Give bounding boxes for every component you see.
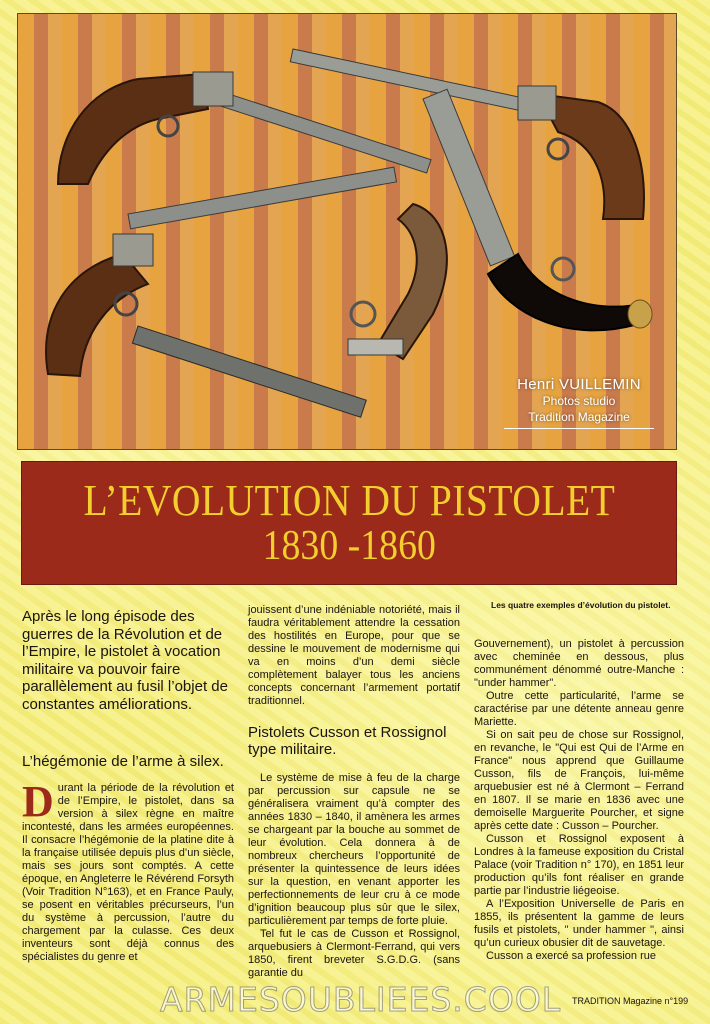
intro-paragraph: Après le long épisode des guerres de la Révolution et de l’Empire, le pistolet à vocation militaire va pouvoir faire parallèlement au fusil l’objet de constantes améliorations. xyxy=(22,608,228,713)
body-paragraph: Gouvernement), un pistolet à percussion avec cheminée en dessous, plus communément dénommé outre-Manche : "under hammer". xyxy=(474,638,684,689)
site-watermark: ARMESOUBLIEES.COOL xyxy=(160,980,562,1019)
pistols-photo xyxy=(17,13,677,450)
pistol-middle-left xyxy=(46,167,396,376)
photo-caption: Les quatre exemples d’évolution du pistolet. xyxy=(491,600,671,610)
photo-credit-magazine: Tradition Magazine xyxy=(528,410,630,424)
title-banner xyxy=(21,461,677,585)
body-paragraph: jouissent d’une indéniable notoriété, mais il faudra véritablement attendre la cessation des hostilités en Europe, pour que se dessine le mouvement de modernisme qui va en moins d’un demi siècle complètement balayer tous les anciens concepts concernant l’armement portatif traditionnel. xyxy=(248,604,460,707)
page-footer: TRADITION Magazine n°199 xyxy=(572,996,689,1006)
body-paragraph: Si on sait peu de chose sur Rossignol, en revanche, le "Qui est Qui de l’Arme en France" nous apprend que Guillaume Cusson, fils de François, lui-même arquebusier est né à Clermont – Ferrand en 1807. Il se marie en 1836 avec une demoiselle Marguerite Pourcher, et signe après cette date : Cusson – Pourcher. xyxy=(474,729,684,832)
credit-underline xyxy=(504,428,654,429)
article-title: L’EVOLUTION DU PISTOLET xyxy=(83,475,615,525)
pistol-top-left xyxy=(58,72,431,184)
body-paragraph: A l’Exposition Universelle de Paris en 1855, ils présentent la gamme de leurs fusils et pistolets, " under hammer ", ainsi qu’un curieux obusier dit de sauvetage. xyxy=(474,898,684,949)
drop-cap: D xyxy=(22,777,54,826)
section-heading-cusson: Pistolets Cusson et Rossignol type militaire. xyxy=(248,724,447,758)
body-paragraph: Outre cette particularité, l’arme se caractérise par une détente anneau genre Mariette. xyxy=(474,690,684,728)
photo-credit xyxy=(504,376,654,429)
pistol-bottom xyxy=(132,204,446,417)
body-paragraph: Cusson et Rossignol exposent à Londres à la fameuse exposition du Cristal Palace (voir Tradition n° 170), en 1851 leur production qu’ils font réaliser en grande partie par l’industrie liégeoise. xyxy=(474,833,684,897)
photo-credit-name: Henri VUILLEMIN xyxy=(517,376,641,393)
column-1 xyxy=(22,608,234,964)
article-years: 1830 -1860 xyxy=(262,523,436,570)
photo-credit-studio: Photos studio xyxy=(542,394,616,408)
body-paragraph: Le système de mise à feu de la charge par percussion sur capsule ne se généralisera vraiment qu’à compter des années 1830 – 1840, il amènera les armes se chargeant par la bouche au sommet de leur évolution. Cela donnera à de nombreux chercheurs l’opportunité de présenter la quintessence de leurs idées sur la question, en venant apporter les perfectionnements de leur cru à ce mode d’ignition beaucoup plus sûr que le silex, particulièrement par temps de forte pluie. xyxy=(248,772,460,927)
column-3 xyxy=(474,638,684,963)
section-heading-silex: L’hégémonie de l’arme à silex. xyxy=(22,753,224,770)
body-text: urant la période de la révolution et de l’Empire, le pistolet, dans sa version à silex règne en maître incontesté, dans les armées européennes. Il consacre l’hégémonie de la platine dite à la française utilisée depuis plus d’un siècle, mais ses jours sont comptés. A cette époque, en Angleterre le Révérend Forsyth (Voir Tradition N°163), et en France Pauly, se posent en véritables précurseurs, l’un du système à percussion, l’autre du chargement par la culasse. Ces deux inventeurs sont déjà connus des spécialistes du genre et xyxy=(22,782,234,963)
body-paragraph: Tel fut le cas de Cusson et Rossignol, arquebusiers à Clermont-Ferrand, qui vers 1850, firent breveter S.G.D.G. (sans garantie du xyxy=(248,928,460,979)
body-paragraph: Cusson a exercé sa profession rue xyxy=(486,950,656,962)
column-2 xyxy=(248,604,460,980)
body-paragraph xyxy=(22,777,234,964)
